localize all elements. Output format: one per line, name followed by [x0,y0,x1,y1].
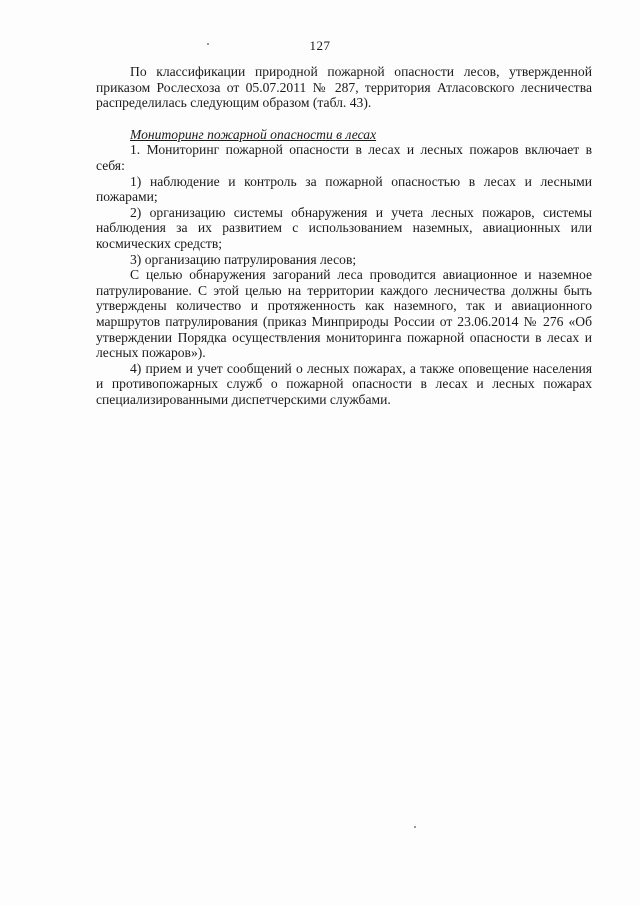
paragraph-item-1: 1) наблюдение и контроль за пожарной опасностью в лесах и лесными пожарами; [96,173,592,205]
section-heading: Мониторинг пожарной опасности в лесах [130,126,377,142]
paragraph-item-3: 3) организацию патрулирования лесов; [130,251,357,267]
paragraph-classification: По классификации природной пожарной опасности лесов, утвержденной приказом Рослесхоза от 05.07.2011 № 287, территория Атласовского лесничества распределилась следующим образом (табл. 43). [96,64,592,111]
scan-speck [207,43,209,45]
paragraph-item-4: 4) прием и учет сообщений о лесных пожарах, а также оповещение населения и противопожарных служб о пожарной опасности в лесах и лесных пожарах специализированными диспетчерскими службами. [96,360,592,407]
paragraph-patrolling: С целью обнаружения загораний леса проводится авиационное и наземное патрулирование. С этой целью на территории каждого лесничества должны быть утверждены количество и протяженность как наземного, так и авиационного маршрутов патрулирования (приказ Минприроды России от 23.06.2014 № 276 «Об утверждении Порядка осуществления мониторинга пожарной опасности в лесах и лесных пожаров»). [96,267,592,361]
body-text [96,64,592,407]
paragraph-item-2: 2) организацию системы обнаружения и учета лесных пожаров, системы наблюдения за их развитием с использованием наземных, авиационных или космических средств; [96,204,592,251]
scan-speck [414,826,416,828]
page-number: 127 [309,38,331,53]
paragraph-monitoring-intro: 1. Мониторинг пожарной опасности в лесах и лесных пожаров включает в себя: [96,142,592,173]
